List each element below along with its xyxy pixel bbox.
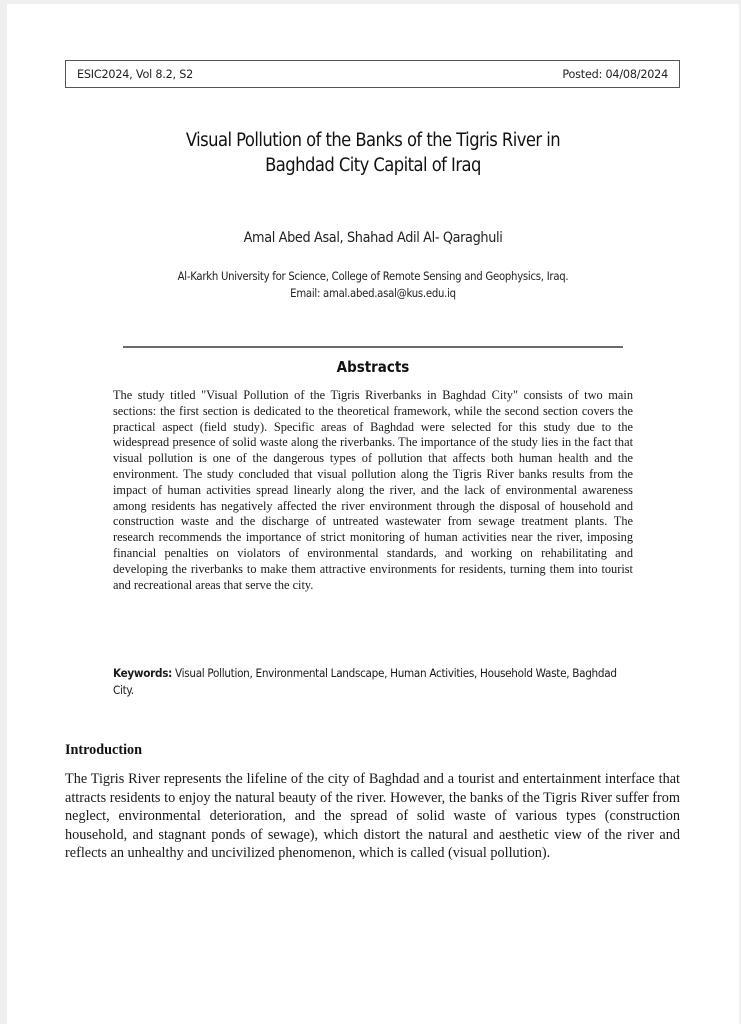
title-line-1: Visual Pollution of the Banks of the Tigris River in <box>185 130 561 151</box>
abstract-heading: Abstracts <box>336 358 410 376</box>
posted-date: Posted: 04/08/2024 <box>562 67 668 81</box>
keywords <box>113 665 632 699</box>
paper-title <box>44 128 703 178</box>
email: Email: amal.abed.asal@kus.edu.iq <box>290 286 456 300</box>
keywords-text: Visual Pollution, Environmental Landscape, Human Activities, Household Waste, Baghdad City. <box>113 666 617 697</box>
keywords-label: Keywords: <box>113 666 173 680</box>
affiliation-block <box>51 268 695 302</box>
affiliation: Al-Karkh University for Science, College of Remote Sensing and Geophysics, Iraq. <box>177 269 569 283</box>
authors: Amal Abed Asal, Shahad Adil Al- Qaraghuli <box>243 230 503 246</box>
divider <box>123 346 623 348</box>
journal-info: ESIC2024, Vol 8.2, S2 <box>77 67 194 81</box>
title-line-2: Baghdad City Capital of Iraq <box>265 155 481 176</box>
introduction-text: The Tigris River represents the lifeline of the city of Baghdad and a tourist and entertainment interface that attracts residents to enjoy the natural beauty of the river. However, the banks of the Tigris River suffer from neglect, environmental deterioration, and the spread of solid waste of various types (construction household, and stagnant ponds of sewage), which distort the natural and aesthetic view of the river and reflects an unhealthy and uncivilized phenomenon, which is called (visual pollution). <box>65 771 680 862</box>
running-header <box>65 60 680 88</box>
document-page <box>7 4 739 1024</box>
introduction-heading: Introduction <box>65 742 142 758</box>
abstract-text: The study titled "Visual Pollution of the Tigris Riverbanks in Baghdad City" consists of two main sections: the first section is dedicated to the theoretical framework, while the second section covers the practical aspect (field study). Specific areas of Baghdad were selected for this study due to the widespread presence of solid waste along the riverbanks. The importance of the study lies in the fact that visual pollution is one of the dangerous types of pollution that affects both human health and the environment. The study concluded that visual pollution along the Tigris River banks results from the impact of human activities spread linearly along the river, and the lack of environmental awareness among residents has negatively affected the river environment through the disposal of household and construction waste and the discharge of untreated wastewater from sewage treatment plants. The research recommends the importance of strict monitoring of human activities near the river, imposing financial penalties on violators of environmental standards, and working on rehabilitating and developing the riverbanks to make them attractive environments for residents, turning them into tourist and recreational areas that serve the city. <box>113 388 633 592</box>
